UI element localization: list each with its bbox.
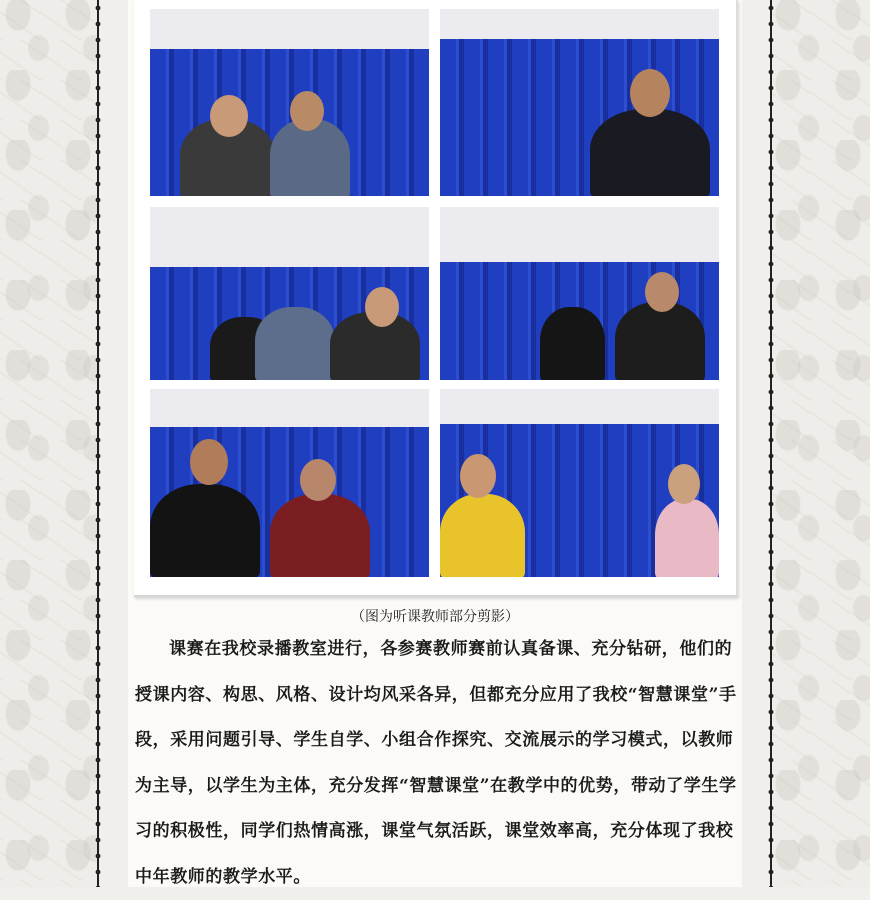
- photo-2: [440, 9, 719, 196]
- photo-1: [150, 9, 429, 196]
- photo-5: [150, 389, 429, 577]
- photo-6: [440, 389, 719, 577]
- right-dotted-border: [767, 0, 775, 887]
- right-pattern-margin: [770, 0, 870, 887]
- photo-3: [150, 207, 429, 380]
- left-dotted-border: [94, 0, 102, 887]
- photo-collage: [134, 0, 738, 597]
- photo-4: [440, 207, 719, 380]
- article-paragraph: 课赛在我校录播教室进行，各参赛教师赛前认真备课、充分钻研，他们的授课内容、构思、风格、设计均风采各异，但都充分应用了我校“智慧课堂”手段，采用问题引导、学生自学、小组合作探究、交流展示的学习模式，以教师为主导，以学生为主体，充分发挥“智慧课堂”在教学中的优势，带动了学生学习的积极性，同学们热情高涨，课堂气氛活跃，课堂效率高，充分体现了我校中年教师的教学水平。: [135, 639, 737, 887]
- photo-caption: （图为听课教师部分剪影）: [351, 609, 519, 625]
- left-pattern-margin: [0, 0, 100, 887]
